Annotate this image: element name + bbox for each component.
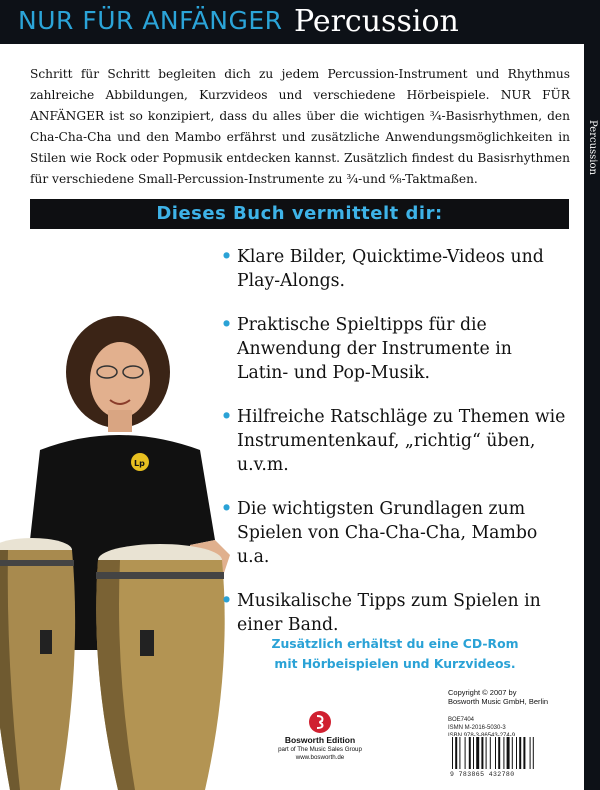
book-title: Percussion [294, 4, 459, 39]
bullet-icon: • [221, 591, 233, 611]
spine-title: Percussion [587, 120, 598, 175]
header-bar [0, 0, 600, 44]
barcode-number: 9 783865 432780 [450, 771, 515, 778]
feature-banner [30, 199, 569, 229]
bullet-icon: • [221, 499, 233, 519]
list-item-text: Musikalische Tipps zum Spielen in einer Band. [237, 591, 541, 635]
catalog-number: BOE7404 [448, 717, 475, 723]
list-item-text: Praktische Spieltipps für die Anwendung der Instrumente in Latin- und Pop-Musik. [237, 315, 512, 383]
copyright-line-2: Bosworth Music GmbH, Berlin [448, 697, 549, 706]
publisher-name: Bosworth Edition [284, 735, 356, 745]
list-item [215, 313, 567, 385]
list-item [215, 405, 567, 477]
svg-text:Lp: Lp [134, 459, 145, 468]
publisher-url: www.bosworth.de [295, 754, 345, 761]
drummer-photo-illustration [0, 310, 235, 790]
feature-list [215, 245, 567, 657]
list-item-text: Klare Bilder, Quicktime-Videos und Play-Alongs. [237, 247, 544, 291]
banner-heading: Dieses Buch vermittelt dir: [156, 203, 443, 224]
barcode-icon [448, 736, 564, 770]
series-title: NUR FÜR ANFÄNGER [18, 6, 283, 35]
bosworth-logo-icon [308, 710, 332, 734]
list-item-text: Die wichtigsten Grundlagen zum Spielen von Cha-Cha-Cha, Mambo u.a. [237, 499, 538, 567]
list-item [215, 589, 567, 637]
bullet-icon: • [221, 407, 233, 427]
publisher-group: part of The Music Sales Group [278, 746, 362, 753]
bullet-icon: • [221, 247, 233, 267]
cd-rom-note [225, 634, 565, 674]
cd-rom-line-1: Zusätzlich erhältst du eine CD-Rom [271, 636, 519, 651]
intro-paragraph: Schritt für Schritt begleiten dich zu jedem Percussion-Instrument und Rhythmus zahlreiche Abbildungen, Kurzvideos und verschiedene Hörbeispiele. NUR FÜR ANFÄNGER ist so konzipiert, dass du alles über die wichtigen ¾-Basisrhythmen, den Cha-Cha-Cha und den Mambo erfährst und zusätzliche Anwendungsmöglichkeiten in Stilen wie Rock oder Popmusik entdecken kannst. Zusätzlich findest du Basisrhythmen für verschiedene Small-Percussion-Instrumente zu ¾-und ⁶⁄₈-Taktmaßen. [30, 67, 570, 186]
cd-rom-line-2: mit Hörbeispielen und Kurzvideos. [274, 656, 516, 671]
copyright-line-1: Copyright © 2007 by [448, 688, 517, 697]
list-item [215, 245, 567, 293]
drummer-photo [0, 310, 235, 790]
copyright-notice [448, 688, 548, 706]
bullet-icon: • [221, 315, 233, 335]
ismn-number: ISMN M-2016-5030-3 [448, 725, 506, 731]
list-item [215, 497, 567, 569]
publisher-block [255, 735, 385, 762]
list-item-text: Hilfreiche Ratschläge zu Themen wie Instrumentenkauf, „richtig“ üben, u.v.m. [237, 407, 566, 475]
